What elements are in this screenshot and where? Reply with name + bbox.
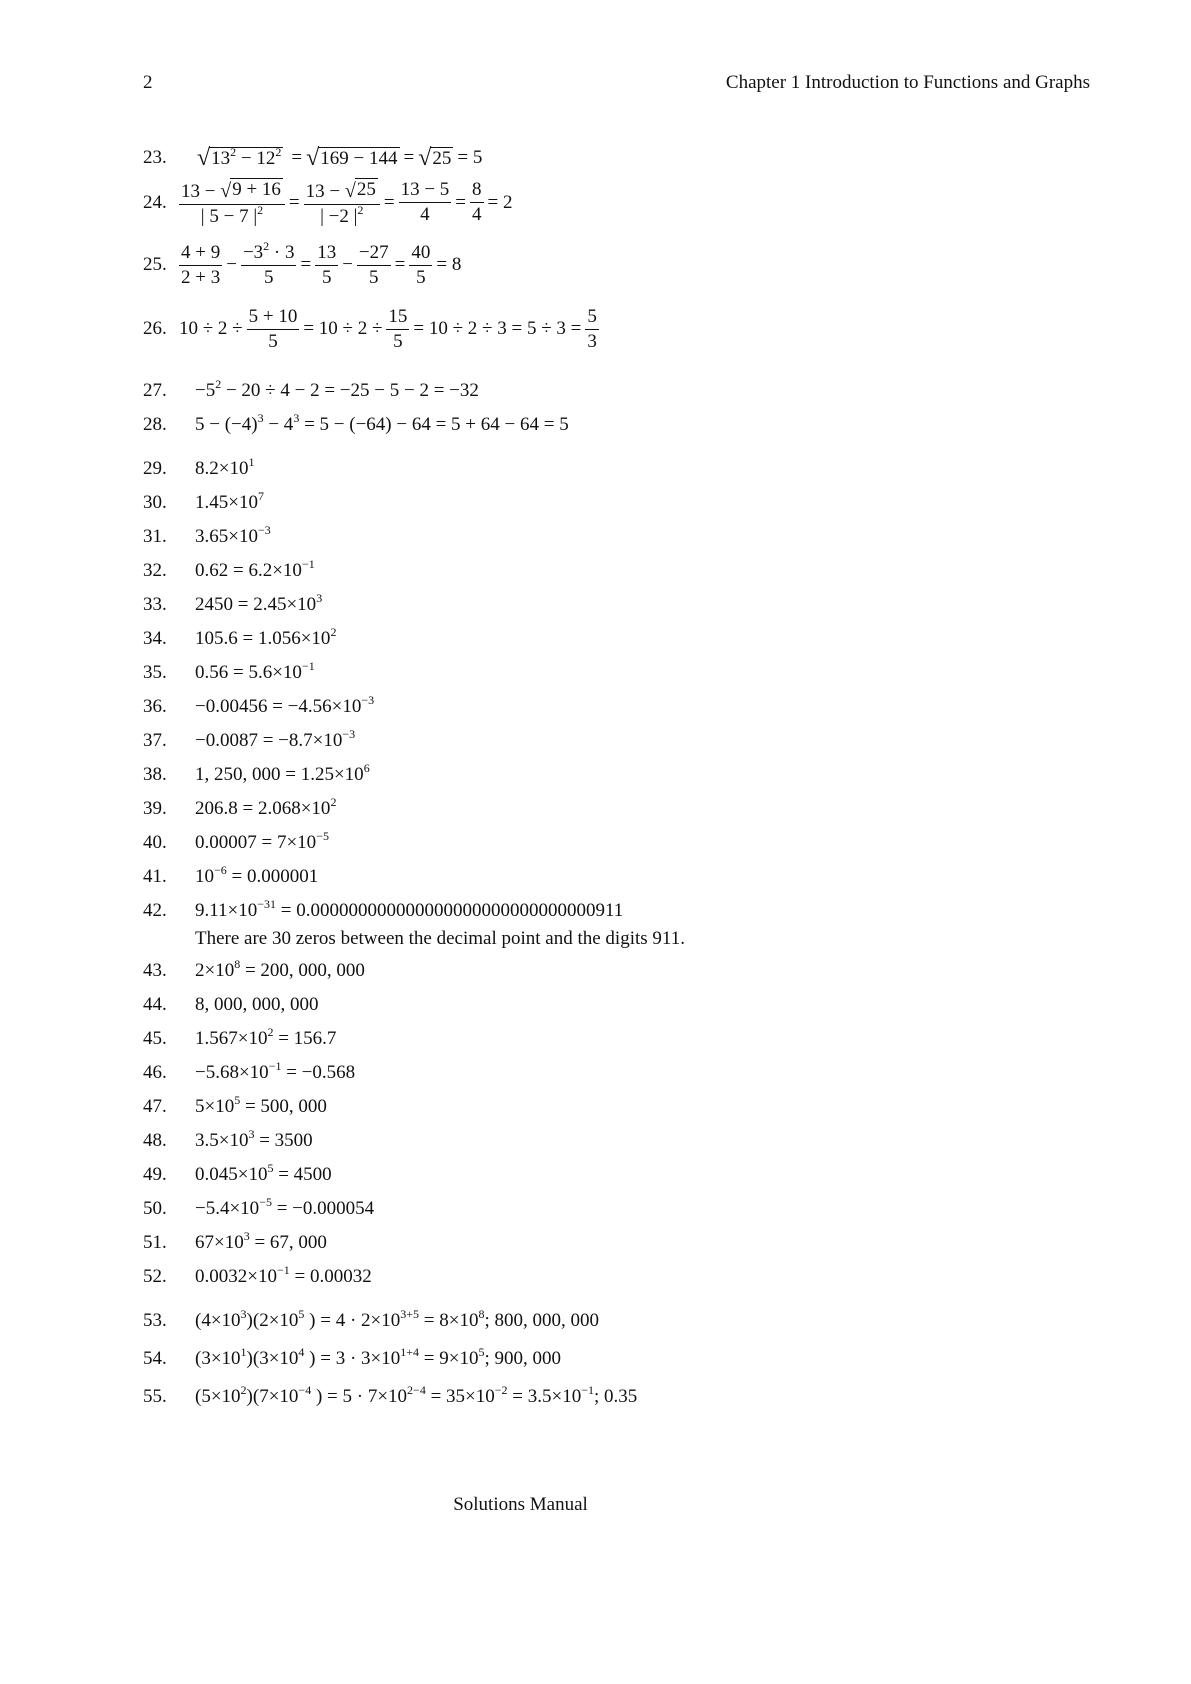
fraction: 13 − √ 25 | −2 $|^2$ (304, 178, 380, 228)
problem-number: 31. (143, 526, 167, 547)
problem-number: 34. (143, 628, 167, 649)
problem-row (143, 863, 319, 888)
problem-24 (143, 178, 514, 228)
fraction: $\frac{8}{4}$ (472, 179, 482, 226)
problem-number: 27. (143, 380, 167, 401)
problem-expression: $0.00007 = 7\times 10^{-5}$ (195, 829, 329, 853)
problem-expression: $2\times 10^8 = 200$, 000, 000 (195, 957, 365, 981)
problem-number: 29. (143, 458, 167, 479)
problem-row (143, 625, 337, 650)
problem-number: 47. (143, 1096, 167, 1117)
problem-number: 39. (143, 798, 167, 819)
problem-number: 25. (143, 254, 167, 276)
problem-28 (143, 411, 569, 436)
problem-row (143, 795, 337, 820)
problem-number: 26. (143, 318, 167, 340)
problem-row (143, 523, 271, 548)
problem-25 (143, 239, 463, 289)
problem-row (143, 1025, 337, 1050)
footer-text: Solutions Manual (453, 1494, 588, 1515)
problem-number: 45. (143, 1028, 167, 1049)
problem-27-expression: $-5^2 - 20 \div 4 - 2 = -25 - 5 - 2 = -32$ (195, 377, 479, 401)
problem-23 (143, 146, 484, 170)
problem-53 (143, 1307, 600, 1332)
problem-expression: $5\times 10^5 = 500$, 000 (195, 1093, 327, 1117)
problem-expression: $-0.00456 = -4.56\times 10^{-3}$ (195, 693, 375, 717)
problem-expression: $10^{-6} = 0.000001$ (195, 863, 319, 887)
problem-expression: $9.11\times 10^{-31} = 0.000000000000000000000000000000911$ (195, 897, 624, 921)
problem-number: 24. (143, 191, 167, 213)
problem-number: 46. (143, 1062, 167, 1083)
problem-row (143, 1093, 327, 1118)
radical: √ $13^2 - 12^2$ (197, 145, 282, 171)
problem-expression: $0.0032\times 10^{-1} = 0.00032$ (195, 1263, 372, 1287)
problem-row (143, 727, 356, 752)
problem-55-expression: $(5\times 10^2)(7\times 10^{-4}$ ) = $5 \cdot 7\times 10^{2-4} = 35\times 10^{-2} = 3.5\times 10^{-1}$; 0.35 (195, 1383, 638, 1407)
problem-number: 23. (143, 147, 167, 168)
problem-number: 48. (143, 1130, 167, 1151)
problem-expression: $-0.0087 = -8.7\times 10^{-3}$ (195, 727, 356, 751)
problem-expression: 1, 250, $000 = 1.25\times 10^6$ (195, 761, 370, 785)
problem-expression: $0.62 = 6.2\times 10^{-1}$ (195, 557, 315, 581)
problem-row (143, 693, 375, 718)
problem-row (143, 1195, 375, 1220)
problem-expression: 8, 000, 000, 000 (195, 994, 319, 1015)
problem-row (143, 829, 329, 854)
problem-number: 44. (143, 994, 167, 1015)
problem-row (143, 761, 370, 786)
problem-25-expression: $\frac{4 + 9}{2 + 3}$ − $\frac{-3^2 \cdot 3}{5}$ = $\frac{13}{5}$ − $\frac{-27}{5}$ = $\frac{40}{5}$ = 8 (181, 239, 462, 288)
problem-number: 38. (143, 764, 167, 785)
problem-number: 53. (143, 1310, 167, 1331)
problem-row (143, 557, 315, 582)
problem-number: 49. (143, 1164, 167, 1185)
problem-expression: $3.5\times 10^3 = 3500$ (195, 1127, 313, 1151)
radical: √ 169 − 144 (306, 145, 398, 171)
problem-26 (143, 306, 601, 353)
problem-expression: $105.6 = 1.056\times 10^2$ (195, 625, 337, 649)
problem-row (143, 591, 323, 616)
problem-number: 41. (143, 866, 167, 887)
problem-row (143, 897, 624, 922)
problem-expression: $2450 = 2.45\times 10^3$ (195, 591, 323, 615)
page-number: 2 (143, 72, 153, 93)
problem-expression: $3.65\times 10^{-3}$ (195, 523, 271, 547)
problem-number: 51. (143, 1232, 167, 1253)
problem-number: 32. (143, 560, 167, 581)
problem-expression: $1.567\times 10^2 = 156.7$ (195, 1025, 337, 1049)
problem-24-expression: 13 − √ 9 + 16 | 5 − 7 $|^2$ = 13 − √ 25 | −2 $|^2$ = $\frac{13 - 5}{4}$ = $\frac{8}{4}$ = 2 (181, 179, 513, 227)
problem-26-expression: 10 ÷ 2 ÷ $\frac{5 + 10}{5}$ = 10 ÷ 2 ÷ $\frac{15}{5}$ = 10 ÷ 2 ÷ 3 = 5 ÷ 3 = $\frac{5}{3}$ (179, 306, 597, 352)
problem-42-note: There are 30 zeros between the decimal point and the digits 911. (195, 928, 685, 949)
problem-row (143, 455, 255, 480)
problem-expression: $1.45\times 10^7$ (195, 489, 264, 513)
problem-55 (143, 1383, 638, 1408)
problem-number: 36. (143, 696, 167, 717)
problem-54 (143, 1345, 562, 1370)
problem-expression: $8.2\times 10^1$ (195, 455, 255, 479)
problem-row (143, 1229, 327, 1254)
problem-expression: $206.8 = 2.068\times 10^2$ (195, 795, 337, 819)
problem-number: 37. (143, 730, 167, 751)
problem-28-expression: $5 - (-4)^3 - 4^3 = 5 - (-64) - 64 = 5 + 64 - 64 = 5$ (195, 411, 569, 435)
problem-row (143, 994, 319, 1016)
problem-expression: $67\times 10^3 = 67$, 000 (195, 1229, 327, 1253)
problem-expression: $0.045\times 10^5 = 4500$ (195, 1161, 332, 1185)
problem-number: 28. (143, 414, 167, 435)
problem-number: 35. (143, 662, 167, 683)
problem-expression: $-5.68\times 10^{-1} = -0.568$ (195, 1059, 356, 1083)
problem-row (143, 957, 365, 982)
problem-number: 54. (143, 1348, 167, 1369)
problem-number: 52. (143, 1266, 167, 1287)
radical: √ 25 (418, 145, 452, 171)
problem-row (143, 1263, 372, 1288)
problem-expression: $-5.4\times 10^{-5} = -0.000054$ (195, 1195, 375, 1219)
problem-number: 55. (143, 1386, 167, 1407)
problem-number: 40. (143, 832, 167, 853)
problem-number: 33. (143, 594, 167, 615)
problem-number: 50. (143, 1198, 167, 1219)
problem-54-expression: $(3\times 10^1)(3\times 10^4$ ) = $3 \cdot 3\times 10^{1+4} = 9\times 10^5$; 900, 000 (195, 1345, 562, 1369)
problem-row (143, 1161, 332, 1186)
chapter-title: Chapter 1 Introduction to Functions and Graphs (725, 72, 1090, 93)
fraction: $\frac{13 - 5}{4}$ (400, 179, 450, 226)
problem-27 (143, 377, 479, 402)
problem-number: 42. (143, 900, 167, 921)
problem-53-expression: $(4\times 10^3)(2\times 10^5$ ) = $4 \cdot 2\times 10^{3+5} = 8\times 10^8$; 800, 000, 000 (195, 1307, 600, 1331)
problem-row (143, 1059, 356, 1084)
problem-row (143, 489, 264, 514)
problem-expression: $0.56 = 5.6\times 10^{-1}$ (195, 659, 315, 683)
problem-row (143, 659, 315, 684)
fraction: 13 − √ 9 + 16 | 5 − 7 $|^2$ (179, 178, 285, 228)
problem-number: 43. (143, 960, 167, 981)
problem-row (143, 1127, 313, 1152)
problem-23-expression: √ $13^2 - 12^2$ = √ 169 − 144 = √ 25 = 5 (197, 145, 483, 171)
problem-number: 30. (143, 492, 167, 513)
